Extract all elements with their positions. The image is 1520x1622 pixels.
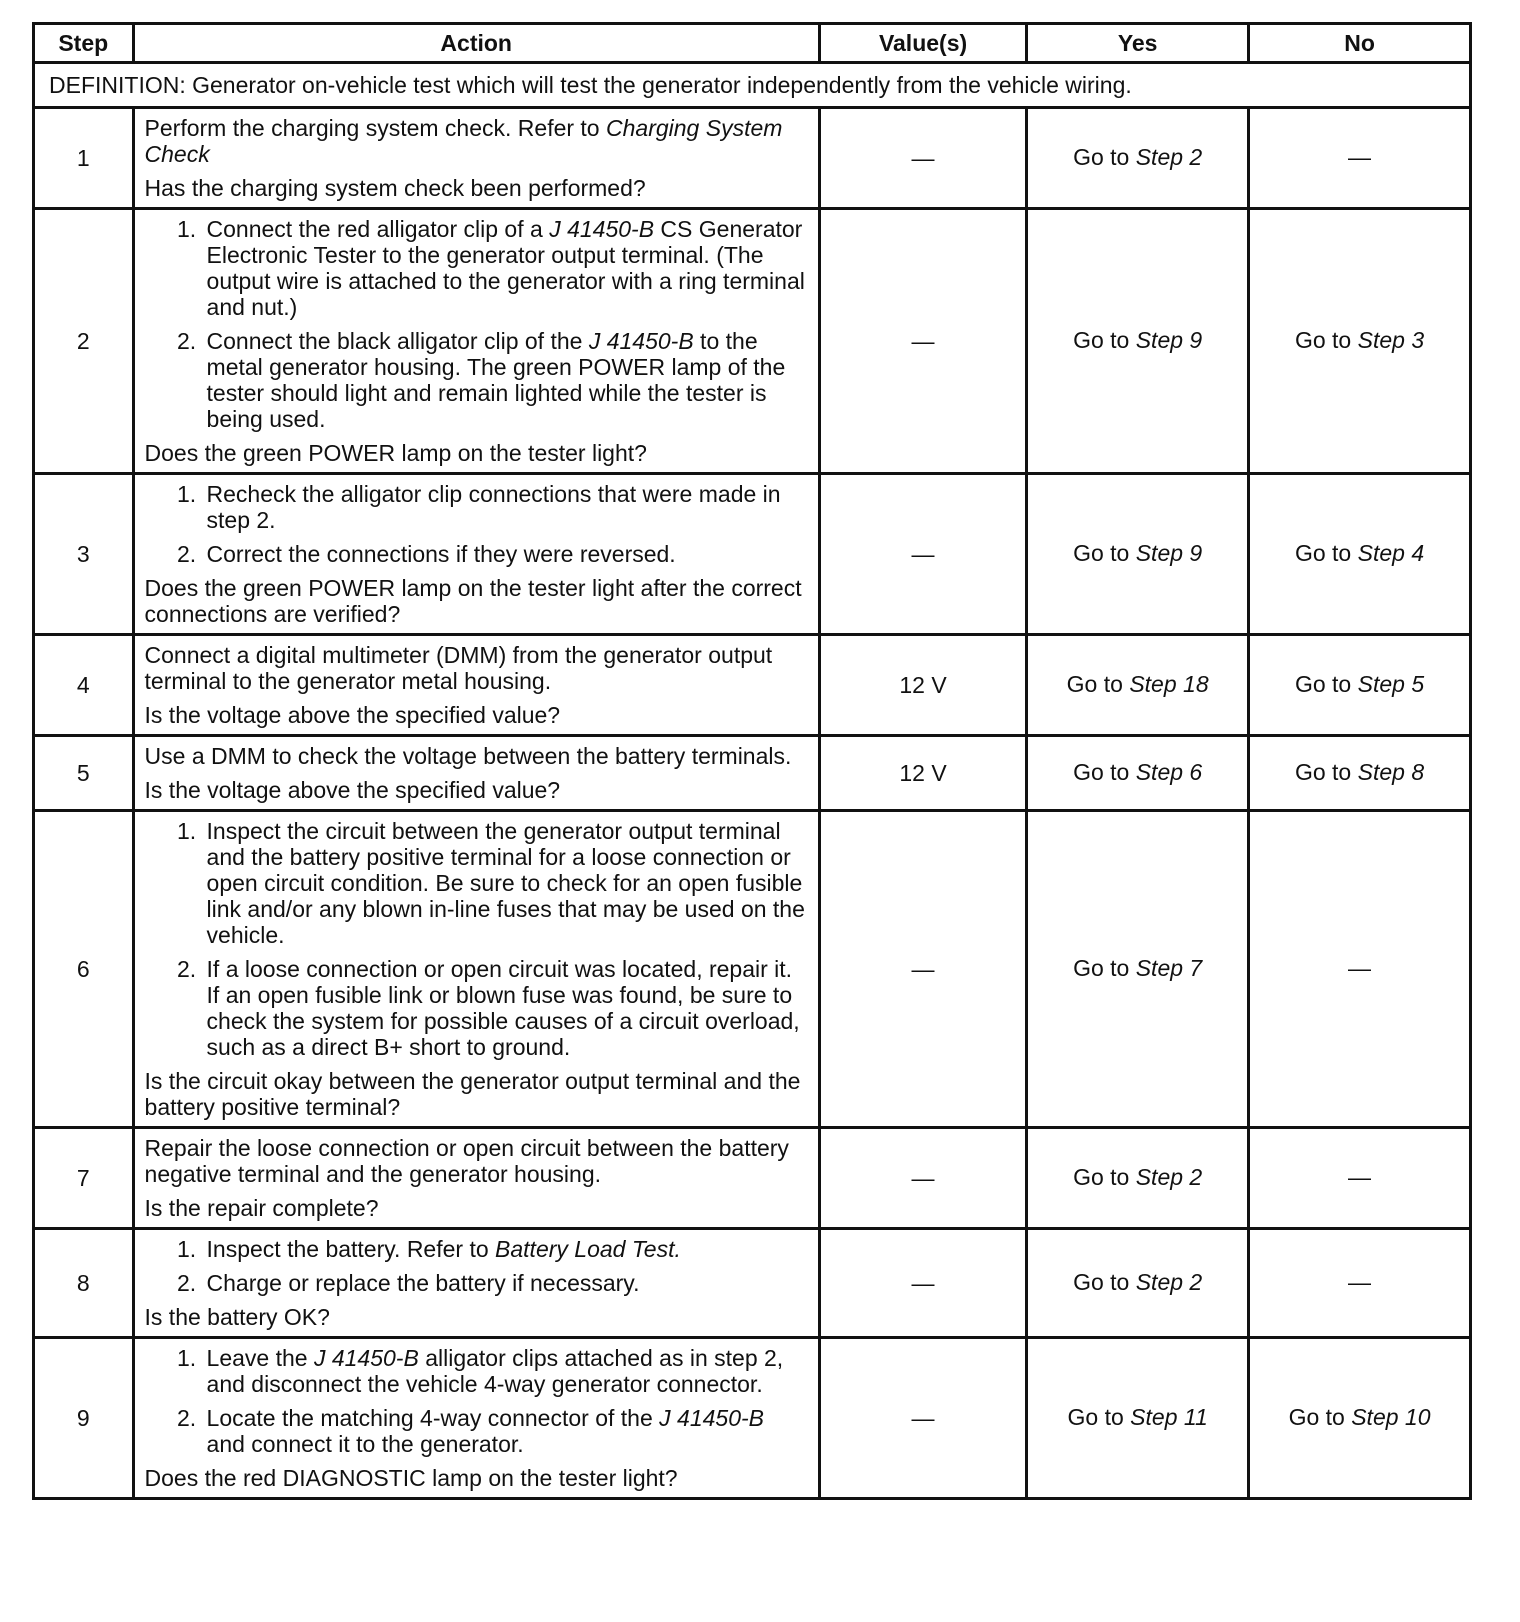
goto-prefix: Go to (1073, 326, 1136, 353)
step-value: — (819, 209, 1026, 474)
action-intro (145, 115, 808, 167)
step-yes (1027, 209, 1249, 474)
step-value: — (819, 1338, 1026, 1499)
goto-step-ref: Step 9 (1135, 326, 1203, 353)
header-yes: Yes (1027, 24, 1249, 63)
text-run: and connect it to the generator. (206, 1431, 524, 1457)
goto-prefix: Go to (1073, 539, 1136, 566)
step-number: 2 (34, 209, 134, 474)
text-run: Correct the connections if they were reversed. (206, 541, 676, 567)
step-yes (1027, 1338, 1249, 1499)
step-row (34, 209, 1471, 474)
action-list-item (203, 818, 808, 948)
text-run: Connect the red alligator clip of a (206, 216, 550, 242)
step-action (133, 811, 819, 1128)
step-value: — (819, 108, 1026, 209)
goto-prefix: Go to (1073, 1163, 1136, 1190)
step-row (34, 108, 1471, 209)
action-list (145, 818, 808, 1060)
step-number: 1 (34, 108, 134, 209)
goto-prefix: Go to (1073, 758, 1136, 785)
step-no (1249, 1338, 1471, 1499)
action-list-item (203, 1270, 808, 1296)
step-no (1249, 474, 1471, 635)
text-run: Perform the charging system check. Refer to (144, 115, 606, 141)
goto-prefix: Go to (1073, 954, 1136, 981)
step-action (133, 209, 819, 474)
definition-row (34, 63, 1471, 108)
goto-prefix: Go to (1288, 1403, 1352, 1430)
goto-prefix: Go to (1073, 143, 1136, 170)
goto-prefix: Go to (1294, 539, 1358, 566)
goto-prefix: Go to (1294, 326, 1358, 353)
reference-text: J 41450-B (549, 216, 655, 242)
step-row (34, 1338, 1471, 1499)
goto-prefix: Go to (1066, 670, 1130, 697)
reference-text: Charging System Check (144, 115, 783, 167)
goto-step-ref: Step 2 (1135, 1163, 1203, 1190)
action-list-item (203, 1345, 808, 1397)
goto-step-ref: Step 4 (1357, 539, 1425, 566)
text-run: Inspect the circuit between the generator output terminal and the battery positive terminal for a loose connection or open circuit condition. Be sure to check for an open fusible link and/or any blown in-line fuses that may be used on the vehicle. (206, 818, 805, 948)
text-run: Connect a digital multimeter (DMM) from the generator output terminal to the generator metal housing. (144, 642, 773, 694)
step-number: 5 (34, 736, 134, 811)
diagnostic-document (32, 22, 1472, 1500)
step-value: 12 V (819, 736, 1026, 811)
action-question: Does the green POWER lamp on the tester light after the correct connections are verified? (144, 575, 802, 627)
goto-step-ref: Step 6 (1135, 758, 1203, 785)
step-action (133, 635, 819, 736)
step-action (133, 1229, 819, 1338)
step-action (133, 1338, 819, 1499)
step-value: — (819, 1128, 1026, 1229)
step-number: 4 (34, 635, 134, 736)
action-question: Is the circuit okay between the generator output terminal and the battery positive terminal? (144, 1068, 801, 1120)
step-number: 3 (34, 474, 134, 635)
step-no (1249, 736, 1471, 811)
header-action: Action (133, 24, 819, 63)
step-no: — (1249, 811, 1471, 1128)
table-body (34, 63, 1471, 1499)
step-row (34, 474, 1471, 635)
action-list (145, 1345, 808, 1457)
text-run: Use a DMM to check the voltage between the battery terminals. (144, 743, 792, 769)
action-list-item (203, 328, 808, 432)
text-run: Leave the (206, 1345, 314, 1371)
step-number: 9 (34, 1338, 134, 1499)
header-step: Step (34, 24, 134, 63)
definition-text: DEFINITION: Generator on-vehicle test which will test the generator independently from the vehicle wiring. (34, 63, 1471, 108)
step-value: — (819, 1229, 1026, 1338)
reference-text: J 41450-B (659, 1405, 764, 1431)
step-yes (1027, 635, 1249, 736)
step-yes (1027, 1229, 1249, 1338)
step-yes (1027, 474, 1249, 635)
goto-step-ref: Step 10 (1351, 1403, 1431, 1430)
step-action (133, 1128, 819, 1229)
action-question: Is the voltage above the specified value? (144, 777, 561, 803)
action-question: Does the red DIAGNOSTIC lamp on the tester light? (144, 1465, 678, 1491)
step-yes (1027, 811, 1249, 1128)
action-question: Is the repair complete? (144, 1195, 379, 1221)
reference-text: J 41450-B (313, 1345, 419, 1371)
step-no: — (1249, 1229, 1471, 1338)
step-row (34, 1128, 1471, 1229)
text-run: Recheck the alligator clip connections that were made in step 2. (206, 481, 781, 533)
step-value: — (819, 474, 1026, 635)
step-row (34, 1229, 1471, 1338)
action-list-item (203, 1236, 808, 1262)
goto-prefix: Go to (1073, 1268, 1136, 1295)
step-no: — (1249, 108, 1471, 209)
goto-step-ref: Step 5 (1357, 670, 1425, 697)
step-row (34, 635, 1471, 736)
reference-text: J 41450-B (588, 328, 694, 354)
step-yes (1027, 108, 1249, 209)
step-action (133, 736, 819, 811)
action-list-item (203, 216, 808, 320)
action-question: Has the charging system check been performed? (144, 175, 646, 201)
text-run: Charge or replace the battery if necessary. (206, 1270, 640, 1296)
action-list-item (203, 956, 808, 1060)
text-run: Inspect the battery. Refer to (206, 1236, 496, 1262)
text-run: If a loose connection or open circuit was located, repair it. If an open fusible link or blown fuse was found, be sure to check the system for possible causes of a circuit overload, such as a direct B+ short to ground. (206, 956, 800, 1060)
step-no (1249, 209, 1471, 474)
goto-prefix: Go to (1067, 1403, 1131, 1430)
text-run: alligator clips attached as in step 2, and disconnect the vehicle 4-way generator connector. (206, 1345, 784, 1397)
text-run: Locate the matching 4-way connector of the (206, 1405, 660, 1431)
reference-text: Battery Load Test. (495, 1236, 681, 1262)
step-action (133, 108, 819, 209)
step-value: — (819, 811, 1026, 1128)
step-no (1249, 635, 1471, 736)
goto-prefix: Go to (1294, 758, 1358, 785)
step-number: 8 (34, 1229, 134, 1338)
step-row (34, 811, 1471, 1128)
step-number: 7 (34, 1128, 134, 1229)
action-intro (145, 642, 808, 694)
action-list (145, 481, 808, 567)
header-no: No (1249, 24, 1471, 63)
action-intro (145, 743, 808, 769)
action-list (145, 216, 808, 432)
action-question: Is the battery OK? (144, 1304, 330, 1330)
goto-step-ref: Step 2 (1135, 1268, 1203, 1295)
goto-step-ref: Step 2 (1135, 143, 1203, 170)
action-list (145, 1236, 808, 1296)
action-list-item (203, 541, 808, 567)
header-row (34, 24, 1471, 63)
step-row (34, 736, 1471, 811)
goto-step-ref: Step 11 (1130, 1403, 1208, 1430)
goto-step-ref: Step 3 (1357, 326, 1425, 353)
goto-step-ref: Step 7 (1135, 954, 1203, 981)
diagnostic-table (32, 22, 1472, 1500)
action-list-item (203, 481, 808, 533)
text-run: Connect the black alligator clip of the (206, 328, 589, 354)
step-number: 6 (34, 811, 134, 1128)
step-no: — (1249, 1128, 1471, 1229)
action-intro (145, 1135, 808, 1187)
goto-step-ref: Step 8 (1357, 758, 1425, 785)
step-value: 12 V (819, 635, 1026, 736)
action-question: Is the voltage above the specified value? (144, 702, 561, 728)
goto-step-ref: Step 18 (1129, 670, 1209, 697)
text-run: to the metal generator housing. The green POWER lamp of the tester should light and remain lighted while the tester is being used. (206, 328, 786, 432)
goto-step-ref: Step 9 (1135, 539, 1203, 566)
text-run: CS Generator Electronic Tester to the generator output terminal. (The output wire is attached to the generator with a ring terminal and nut.) (206, 216, 805, 320)
action-list-item (203, 1405, 808, 1457)
step-yes (1027, 1128, 1249, 1229)
action-question: Does the green POWER lamp on the tester light? (144, 440, 647, 466)
text-run: Repair the loose connection or open circuit between the battery negative terminal and the generator housing. (144, 1135, 789, 1187)
step-action (133, 474, 819, 635)
goto-prefix: Go to (1294, 670, 1358, 697)
header-values: Value(s) (819, 24, 1026, 63)
step-yes (1027, 736, 1249, 811)
